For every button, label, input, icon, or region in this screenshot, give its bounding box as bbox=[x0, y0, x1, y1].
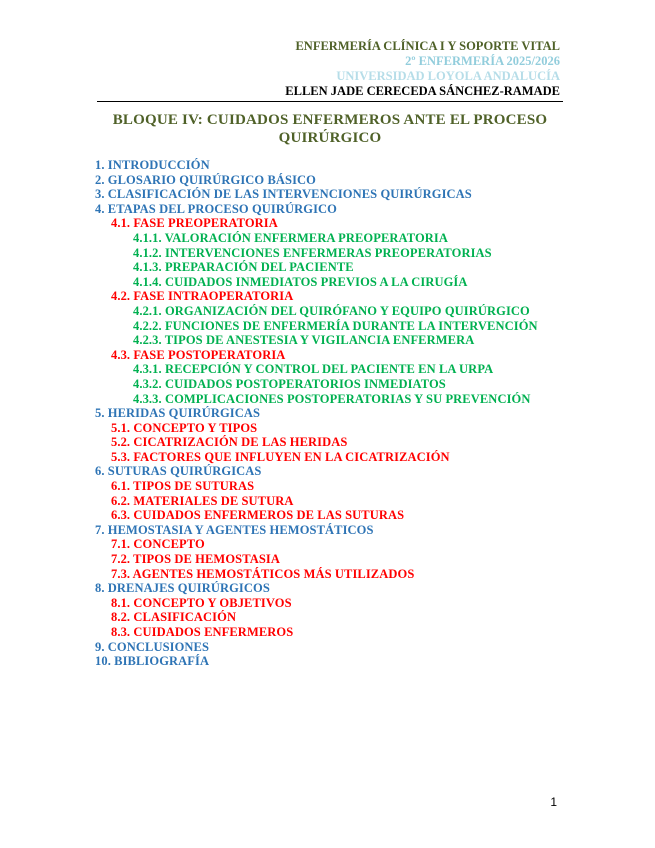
toc-entry-level-1[interactable]: 3. CLASIFICACIÓN DE LAS INTERVENCIONES QUIRÚRGICAS bbox=[95, 187, 472, 202]
toc-entry-level-2[interactable]: 7.3. AGENTES HEMOSTÁTICOS MÁS UTILIZADOS bbox=[111, 566, 415, 581]
toc-entry-level-2[interactable]: 5.1. CONCEPTO Y TIPOS bbox=[111, 420, 258, 435]
table-of-contents bbox=[95, 158, 565, 669]
page-title: BLOQUE IV: CUIDADOS ENFERMEROS ANTE EL PROCESO QUIRÚRGICO bbox=[112, 112, 548, 146]
toc-entry-level-2[interactable]: 7.1. CONCEPTO bbox=[111, 537, 205, 552]
toc-entry-level-2[interactable]: 5.2. CICATRIZACIÓN DE LAS HERIDAS bbox=[111, 435, 348, 450]
document-header bbox=[285, 39, 560, 99]
toc-entry-level-3[interactable]: 4.1.1. VALORACIÓN ENFERMERA PREOPERATORIA bbox=[133, 230, 449, 245]
toc-entry-level-2[interactable]: 8.1. CONCEPTO Y OBJETIVOS bbox=[111, 595, 292, 610]
toc-entry-level-3[interactable]: 4.2.2. FUNCIONES DE ENFERMERÍA DURANTE LA INTERVENCIÓN bbox=[133, 318, 538, 333]
toc-entry-level-1[interactable]: 2. GLOSARIO QUIRÚRGICO BÁSICO bbox=[95, 172, 316, 187]
toc-entry-level-1[interactable]: 9. CONCLUSIONES bbox=[95, 639, 210, 654]
page-number: 1 bbox=[550, 795, 557, 809]
toc-entry-level-2[interactable]: 6.3. CUIDADOS ENFERMEROS DE LAS SUTURAS bbox=[111, 508, 405, 523]
header-course: ENFERMERÍA CLÍNICA I Y SOPORTE VITAL bbox=[295, 39, 560, 53]
toc-entry-level-2[interactable]: 5.3. FACTORES QUE INFLUYEN EN LA CICATRIZACIÓN bbox=[111, 449, 450, 464]
toc-entry-level-3[interactable]: 4.2.3. TIPOS DE ANESTESIA Y VIGILANCIA ENFERMERA bbox=[133, 333, 475, 348]
header-author: ELLEN JADE CERECEDA SÁNCHEZ-RAMADE bbox=[285, 84, 560, 98]
toc-entry-level-1[interactable]: 1. INTRODUCCIÓN bbox=[95, 158, 210, 172]
toc-entry-level-1[interactable]: 10. BIBLIOGRAFÍA bbox=[95, 654, 210, 669]
toc-entry-level-2[interactable]: 7.2. TIPOS DE HEMOSTASIA bbox=[111, 552, 280, 567]
toc-entry-level-2[interactable]: 4.3. FASE POSTOPERATORIA bbox=[111, 347, 286, 362]
toc-entry-level-3[interactable]: 4.1.3. PREPARACIÓN DEL PACIENTE bbox=[133, 260, 354, 275]
toc-entry-level-3[interactable]: 4.2.1. ORGANIZACIÓN DEL QUIRÓFANO Y EQUIPO QUIRÚRGICO bbox=[133, 303, 530, 318]
toc-entry-level-1[interactable]: 7. HEMOSTASIA Y AGENTES HEMOSTÁTICOS bbox=[95, 522, 374, 537]
toc-entry-level-1[interactable]: 5. HERIDAS QUIRÚRGICAS bbox=[95, 406, 261, 421]
toc-entry-level-2[interactable]: 4.2. FASE INTRAOPERATORIA bbox=[111, 289, 294, 304]
header-divider bbox=[97, 101, 563, 102]
toc-entry-level-3[interactable]: 4.3.2. CUIDADOS POSTOPERATORIOS INMEDIATOS bbox=[133, 376, 446, 391]
header-year: 2º ENFERMERÍA 2025/2026 bbox=[405, 54, 560, 68]
toc-entry-level-3[interactable]: 4.1.4. CUIDADOS INMEDIATOS PREVIOS A LA CIRUGÍA bbox=[133, 274, 468, 289]
toc-entry-level-3[interactable]: 4.1.2. INTERVENCIONES ENFERMERAS PREOPERATORIAS bbox=[133, 245, 492, 260]
toc-entry-level-2[interactable]: 6.1. TIPOS DE SUTURAS bbox=[111, 479, 255, 494]
toc-entry-level-3[interactable]: 4.3.3. COMPLICACIONES POSTOPERATORIAS Y SU PREVENCIÓN bbox=[133, 391, 531, 406]
toc-entry-level-2[interactable]: 4.1. FASE PREOPERATORIA bbox=[111, 216, 278, 231]
toc-entry-level-2[interactable]: 8.2. CLASIFICACIÓN bbox=[111, 610, 237, 625]
toc-entry-level-1[interactable]: 6. SUTURAS QUIRÚRGICAS bbox=[95, 464, 262, 479]
toc-entry-level-3[interactable]: 4.3.1. RECEPCIÓN Y CONTROL DEL PACIENTE EN LA URPA bbox=[133, 362, 494, 377]
toc-entry-level-1[interactable]: 4. ETAPAS DEL PROCESO QUIRÚRGICO bbox=[95, 201, 338, 216]
toc-entry-level-2[interactable]: 8.3. CUIDADOS ENFERMEROS bbox=[111, 625, 294, 639]
toc-entry-level-1[interactable]: 8. DRENAJES QUIRÚRGICOS bbox=[95, 581, 270, 596]
toc-entry-level-2[interactable]: 6.2. MATERIALES DE SUTURA bbox=[111, 493, 294, 508]
header-university: UNIVERSIDAD LOYOLA ANDALUCÍA bbox=[336, 69, 560, 83]
